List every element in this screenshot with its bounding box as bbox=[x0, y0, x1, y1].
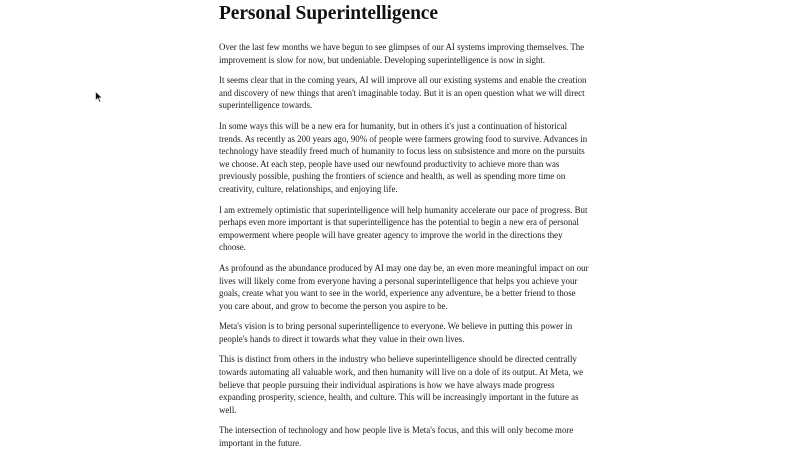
article bbox=[219, 0, 591, 450]
paragraph: I am extremely optimistic that superintelligence will help humanity accelerate our pace of progress. But perhaps even more important is that superintelligence has the potential to begin a new era of personal empowerment where people will have greater agency to improve the world in the directions they choose. bbox=[219, 204, 588, 253]
paragraph: This is distinct from others in the industry who believe superintelligence should be directed centrally towards automating all valuable work, and then humanity will live on a dole of its output. At Meta, we believe that people pursuing their individual aspirations is how we have always made progress expanding prosperity, science, health, and culture. This will be increasingly important in the future as well. bbox=[219, 354, 584, 415]
page-title: Personal Superintelligence bbox=[219, 3, 438, 24]
paragraph: Over the last few months we have begun to see glimpses of our AI systems improving themselves. The improvement is slow for now, but undeniable. Developing superintelligence is now in sight. bbox=[219, 42, 585, 65]
mouse-pointer-icon bbox=[95, 91, 103, 103]
paragraph: In some ways this will be a new era for humanity, but in others it's just a continuation of historical trends. As recently as 200 years ago, 90% of people were farmers growing food to survive. Advances in technology have steadily freed much of humanity to focus less on subsistence and more on the pursuits we choose. At each step, people have used our newfound productivity to achieve more than was previously possible, pushing the frontiers of science and health, as well as spending more time on creativity, culture, relationships, and enjoying life. bbox=[219, 120, 588, 194]
paragraph: The intersection of technology and how people live is Meta's focus, and this will only become more important in the future. bbox=[219, 425, 574, 449]
paragraph: It seems clear that in the coming years, AI will improve all our existing systems and enable the creation and discovery of new things that aren't imaginable today. But it is an open question what we will direct superintelligence towards. bbox=[219, 75, 587, 111]
paragraph: As profound as the abundance produced by AI may one day be, an even more meaningful impact on our lives will likely come from everyone having a personal superintelligence that helps you achieve your goals, create what you want to see in the world, experience any adventure, be a better friend to those you care about, and grow to become the person you aspire to be. bbox=[219, 262, 589, 311]
article-body bbox=[219, 41, 591, 450]
paragraph: Meta's vision is to bring personal superintelligence to everyone. We believe in putting this power in people's hands to direct it towards what they value in their own lives. bbox=[219, 321, 573, 344]
